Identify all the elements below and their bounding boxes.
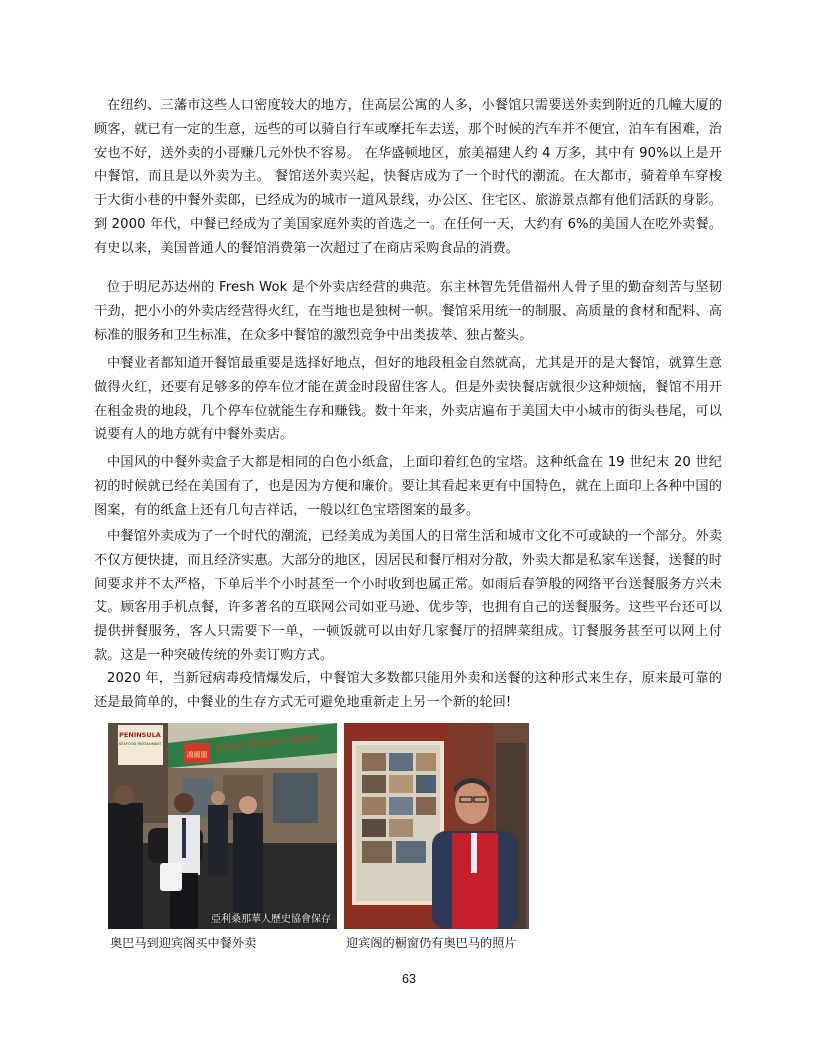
restaurant-window-photo xyxy=(344,723,529,929)
chinese-sign: 鴻圖閣 xyxy=(186,751,208,759)
great-eastern-sign: Great Eastern Resta xyxy=(215,732,319,754)
page-number: 63 xyxy=(402,972,416,986)
paragraph-1: 在纽约、三藩市这些人口密度较大的地方，住高层公寓的人多，小餐馆只需要送外卖到附近的几幢大厦的顾客，就已有一定的生意，远些的可以骑自行车或摩托车去送，那个时候的汽车并不便宜，泊车有困难，治安也不好，送外卖的小哥赚几元外快不容易。 在华盛顿地区，旅美福建人约 4 万多，其中有 90%以上是开中餐馆，而且是以外卖为主。 餐馆送外卖兴起，快餐店成为了一个时代的潮流。在大都市，骑着单车穿梭于大街小巷的中餐外卖郎，已经成为的城市一道风景线，办公区、住宅区、旅游景点都有他们活跃的身影。到 2000 年代，中餐已经成为了美国家庭外卖的首选之一。在任何一天，大约有 6%的美国人在吃外卖餐。有史以来，美国普通人的餐馆消费第一次超过了在商店采购食品的消费。 xyxy=(94,98,722,256)
paragraph-4: 中国风的中餐外卖盒子大都是相同的白色小纸盒，上面印着红色的宝塔。这种纸盒在 19 世纪末 20 世纪初的时候就已经在美国有了，也是因为方便和廉价。要让其看起来更有中国特色，就在上面印上各种中国的图案，有的纸盒上还有几句吉祥话，一般以红色宝塔图案的最多。 xyxy=(94,455,722,518)
paragraph-2: 位于明尼苏达州的 Fresh Wok 是个外卖店经营的典范。东主林智先凭借福州人骨子里的勤奋刻苦与坚韧干劲，把小小的外卖店经营得火红，在当地也是独树一帜。餐馆采用统一的制服、高质量的食材和配料、高标准的服务和卫生标准，在众多中餐馆的激烈竞争中出类拔萃、独占鳌头。 xyxy=(94,280,722,343)
paragraph-6: 2020 年，当新冠病毒疫情爆发后，中餐馆大多数都只能用外卖和送餐的这种形式来生存，原来最可靠的还是最简单的，中餐业的生存方式无可避免地重新走上另一个新的轮回! xyxy=(94,671,722,710)
left-photo-caption: 奥巴马到迎宾阁买中餐外卖 xyxy=(110,936,257,950)
paragraph-3: 中餐业者都知道开餐馆最重要是选择好地点，但好的地段租金自然就高，尤其是开的是大餐馆，就算生意做得火红，还要有足够多的停车位才能在黄金时段留住客人。但是外卖快餐店就很少这种烦恼，餐馆不用开在租金贵的地段，几个停车位就能生存和赚钱。数十年来，外卖店遍布于美国大中小城市的街头巷尾，可以说要有人的地方就有中餐外卖店。 xyxy=(94,356,722,443)
paragraph-5: 中餐馆外卖成为了一个时代的潮流，已经美成为美国人的日常生活和城市文化不可或缺的一个部分。外卖不仅方便快捷，而且经济实惠。大部分的地区，因居民和餐厅相对分散，外卖大都是私家车送餐，送餐的时间要求并不太严格，下单后半个小时甚至一个小时收到也属正常。如雨后春笋般的网络平台送餐服务方兴未艾。顾客用手机点餐，许多著名的互联网公司如亚马逊、优步等，也拥有自己的送餐服务。这些平台还可以提供拼餐服务，客人只需要下一单，一顿饭就可以由好几家餐厅的招牌菜组成。订餐服务甚至可以网上付款。这是一种突破传统的外卖订购方式。 xyxy=(94,529,722,663)
photo-watermark: 亞利桑那華人歷史協會保存 xyxy=(211,914,331,925)
peninsula-sign: PENINSULA xyxy=(119,731,161,739)
seafood-restaurant-sign: SEAFOOD RESTAURANT xyxy=(118,742,162,746)
right-photo-caption: 迎宾阁的橱窗仍有奥巴马的照片 xyxy=(346,936,517,950)
obama-street-photo xyxy=(108,723,337,929)
